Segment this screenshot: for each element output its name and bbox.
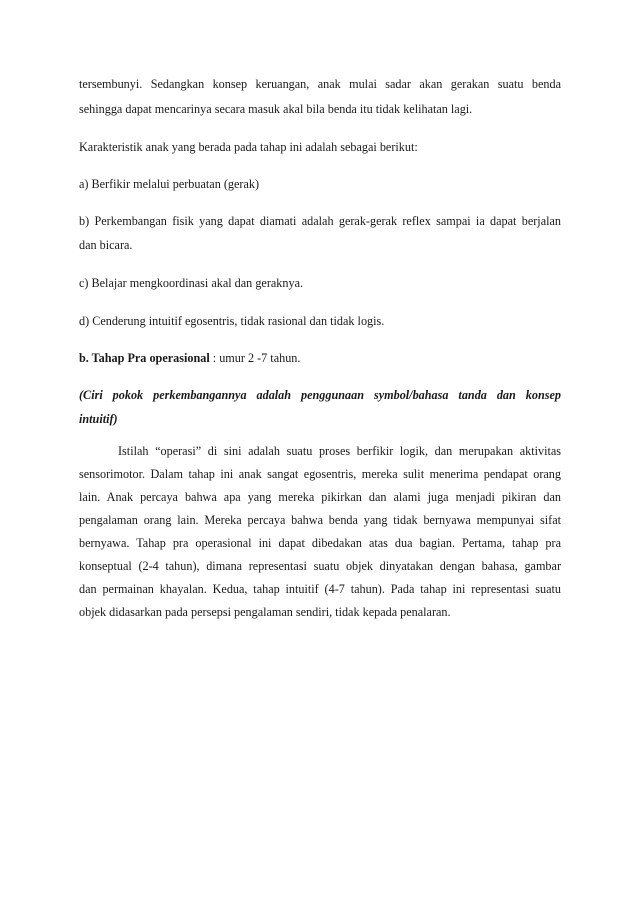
list-item-d: d) Cenderung intuitif egosentris, tidak rasional dan tidak logis. — [79, 314, 385, 328]
body-line: Istilah “operasi” di sini adalah suatu proses berfikir logik, dan merupakan aktivitas — [118, 444, 561, 458]
body-line: bernyawa. Tahap pra operasional ini dapat dibedakan atas dua bagian. Pertama, tahap pra — [79, 536, 561, 550]
paragraph-line: sehingga dapat mencarinya secara masuk akal bila benda itu tidak kelihatan lagi. — [79, 102, 473, 116]
paragraph-line: tersembunyi. Sedangkan konsep keruangan, anak mulai sadar akan gerakan suatu benda — [79, 77, 561, 91]
section-heading-label: b. Tahap Pra operasional — [79, 351, 210, 365]
body-line: lain. Anak percaya bahwa apa yang mereka pikirkan dan alami juga menjadi pikiran dan — [79, 490, 561, 504]
body-line: sensorimotor. Dalam tahap ini anak sangat egosentris, mereka sulit menerima pendapat orang — [79, 467, 561, 481]
list-item-a: a) Berfikir melalui perbuatan (gerak) — [79, 177, 260, 191]
body-line: konseptual (2-4 tahun), dimana representasi suatu objek dinyatakan dengan bahasa, gambar — [79, 559, 561, 573]
ciri-line: intuitif) — [79, 412, 118, 426]
body-line: pengalaman orang lain. Mereka percaya bahwa benda yang tidak bernyawa mempunyai sifat — [79, 513, 561, 527]
body-line: dan permainan khayalan. Kedua, tahap intuitif (4-7 tahun). Pada tahap ini representasi suatu — [79, 582, 561, 596]
paragraph: Karakteristik anak yang berada pada tahap ini adalah sebagai berikut: — [79, 140, 418, 154]
section-heading — [79, 350, 561, 366]
section-heading-age: : umur 2 -7 tahun. — [209, 351, 301, 365]
list-item-c: c) Belajar mengkoordinasi akal dan geraknya. — [79, 276, 304, 290]
list-item-b-line: b) Perkembangan fisik yang dapat diamati adalah gerak-gerak reflex sampai ia dapat berjalan — [79, 214, 561, 228]
ciri-line: (Ciri pokok perkembangannya adalah penggunaan symbol/bahasa tanda dan konsep — [79, 388, 561, 402]
body-line: objek didasarkan pada persepsi pengalaman sendiri, tidak kepada penalaran. — [79, 605, 451, 619]
list-item-b-line: dan bicara. — [79, 238, 133, 252]
